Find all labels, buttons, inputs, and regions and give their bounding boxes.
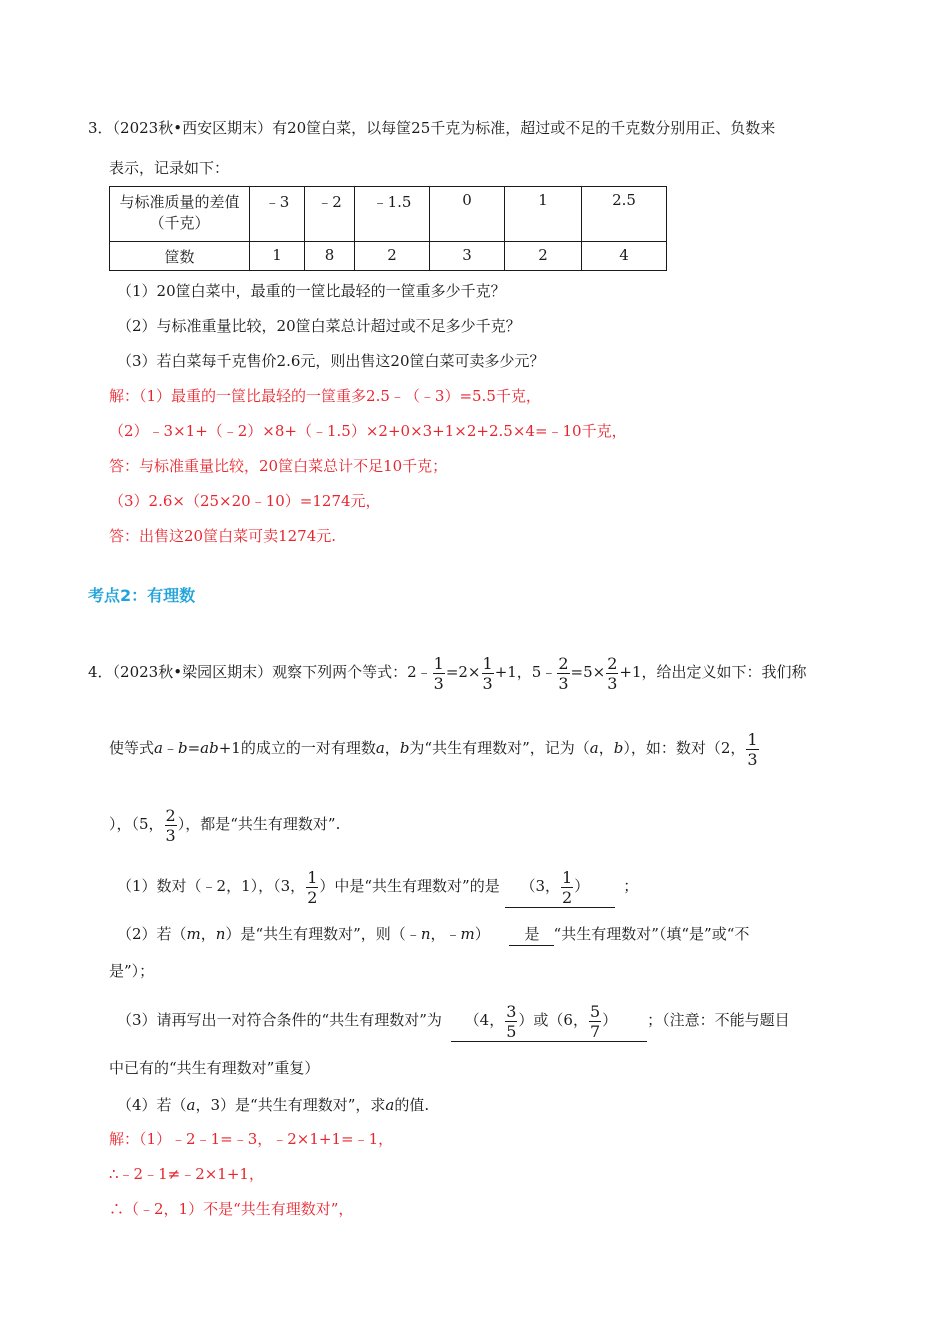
q3-sub2: （2）与标准重量比较，20筐白菜总计超过或不足多少千克？ (117, 317, 521, 335)
table-cell: ﹣1.5 (355, 187, 430, 242)
q4-stem-line2: 使等式a﹣b=ab+1的成立的一对有理数a，b为“共生有理数对”，记为（a，b），如：数对（2， $\frac{1}{3}$ (109, 729, 758, 769)
q3-answer-4: （3）2.6×（25×20﹣10）=1274元， (109, 492, 381, 510)
q3-answer-3: 答：与标准重量比较，20筐白菜总计不足10千克； (109, 457, 448, 475)
q4-stem-line1: 4．（2023秋•梁园区期末）观察下列两个等式：2﹣ $\frac{1}{3}$ =2× $\frac{1}{3}$ +1，5﹣ $\frac{2}{3}$ =5× $\frac{2}{3}$ +1，给出定义如下：我们称 (88, 653, 807, 693)
fraction: $\frac{1}{3}$ (747, 729, 758, 769)
table-cell: 1 (250, 242, 305, 271)
table-cell: 3 (430, 242, 505, 271)
answer-blank: 是 (509, 923, 554, 946)
fraction: $\frac{1}{2}$ (562, 867, 573, 907)
table-row (110, 242, 667, 271)
q4-solution-3: ∴（﹣2，1）不是“共生有理数对”， (109, 1200, 354, 1218)
table-cell: 1 (505, 187, 582, 242)
section-title: 考点2：有理数 (88, 586, 196, 605)
table-cell: 0 (430, 187, 505, 242)
q3-sub3: （3）若白菜每千克售价2.6元，则出售这20筐白菜可卖多少元？ (117, 352, 545, 370)
q4-part2: （2）若（m，n）是“共生有理数对”，则（﹣n，﹣m） 是 “共生有理数对”（填“是”或“不 (117, 923, 749, 946)
q4-stem-line3: ），（5， $\frac{2}{3}$ ），都是“共生有理数对”. (109, 805, 341, 845)
q3-sub1: （1）20筐白菜中，最重的一筐比最轻的一筐重多少千克？ (117, 282, 506, 300)
table-cell: 8 (305, 242, 355, 271)
q3-stem-line1: 3．（2023秋•西安区期末）有20筐白菜，以每筐25千克为标准，超过或不足的千克数分别用正、负数来 (88, 119, 776, 137)
q3-stem-line2: 表示，记录如下： (109, 159, 230, 177)
table-header-cell (110, 187, 250, 242)
q3-record-table (109, 186, 667, 271)
table-row (110, 187, 667, 242)
q4-solution-2: ∴﹣2﹣1≠﹣2×1+1， (109, 1165, 264, 1183)
q3-answer-1: 解：（1）最重的一筐比最轻的一筐重多2.5﹣（﹣3）=5.5千克， (109, 387, 541, 405)
q4-part3-cont: 中已有的“共生有理数对”重复） (109, 1059, 320, 1077)
q3-answer-2: （2）﹣3×1+（﹣2）×8+（﹣1.5）×2+0×3+1×2+2.5×4=﹣10千克， (109, 422, 627, 440)
header-line: （千克） (149, 214, 210, 232)
fraction: $\frac{2}{3}$ (165, 805, 176, 845)
fraction: $\frac{1}{2}$ (307, 867, 318, 907)
q4-part1: （1）数对（﹣2，1），（3， $\frac{1}{2}$ ）中是“共生有理数对”的是 （3， $\frac{1}{2}$ ） ； (117, 867, 639, 907)
table-cell: 2 (355, 242, 430, 271)
q3-answer-5: 答：出售这20筐白菜可卖1274元. (109, 527, 337, 545)
header-line: 与标准质量的差值 (119, 193, 240, 211)
q4-solution-1: 解：（1）﹣2﹣1=﹣3，﹣2×1+1=﹣1， (109, 1130, 394, 1148)
table-cell: 4 (582, 242, 667, 271)
answer-blank: （3， $\frac{1}{2}$ ） (505, 866, 616, 908)
fraction: $\frac{1}{3}$ (482, 653, 493, 693)
table-cell: 2.5 (582, 187, 667, 242)
table-cell: ﹣3 (250, 187, 305, 242)
fraction: $\frac{5}{7}$ (589, 1001, 601, 1041)
fraction: $\frac{3}{5}$ (506, 1001, 517, 1041)
table-cell: ﹣2 (305, 187, 355, 242)
q4-part4: （4）若（a，3）是“共生有理数对”，求a的值. (117, 1096, 430, 1114)
answer-blank: （4， $\frac{3}{5}$ ）或（6， $\frac{5}{7}$ ） (451, 1000, 647, 1042)
fraction: $\frac{1}{3}$ (433, 653, 444, 693)
q4-part3: （3）请再写出一对符合条件的“共生有理数对”为 （4， $\frac{3}{5}$ ）或（6， $\frac{5}{7}$ ） ；（注意：不能与题目 (117, 1001, 790, 1041)
fraction: $\frac{2}{3}$ (607, 653, 618, 693)
fraction: $\frac{2}{3}$ (558, 653, 569, 693)
table-header-cell: 筐数 (110, 242, 250, 271)
q4-part2-cont: 是”）； (109, 962, 155, 980)
table-cell: 2 (505, 242, 582, 271)
